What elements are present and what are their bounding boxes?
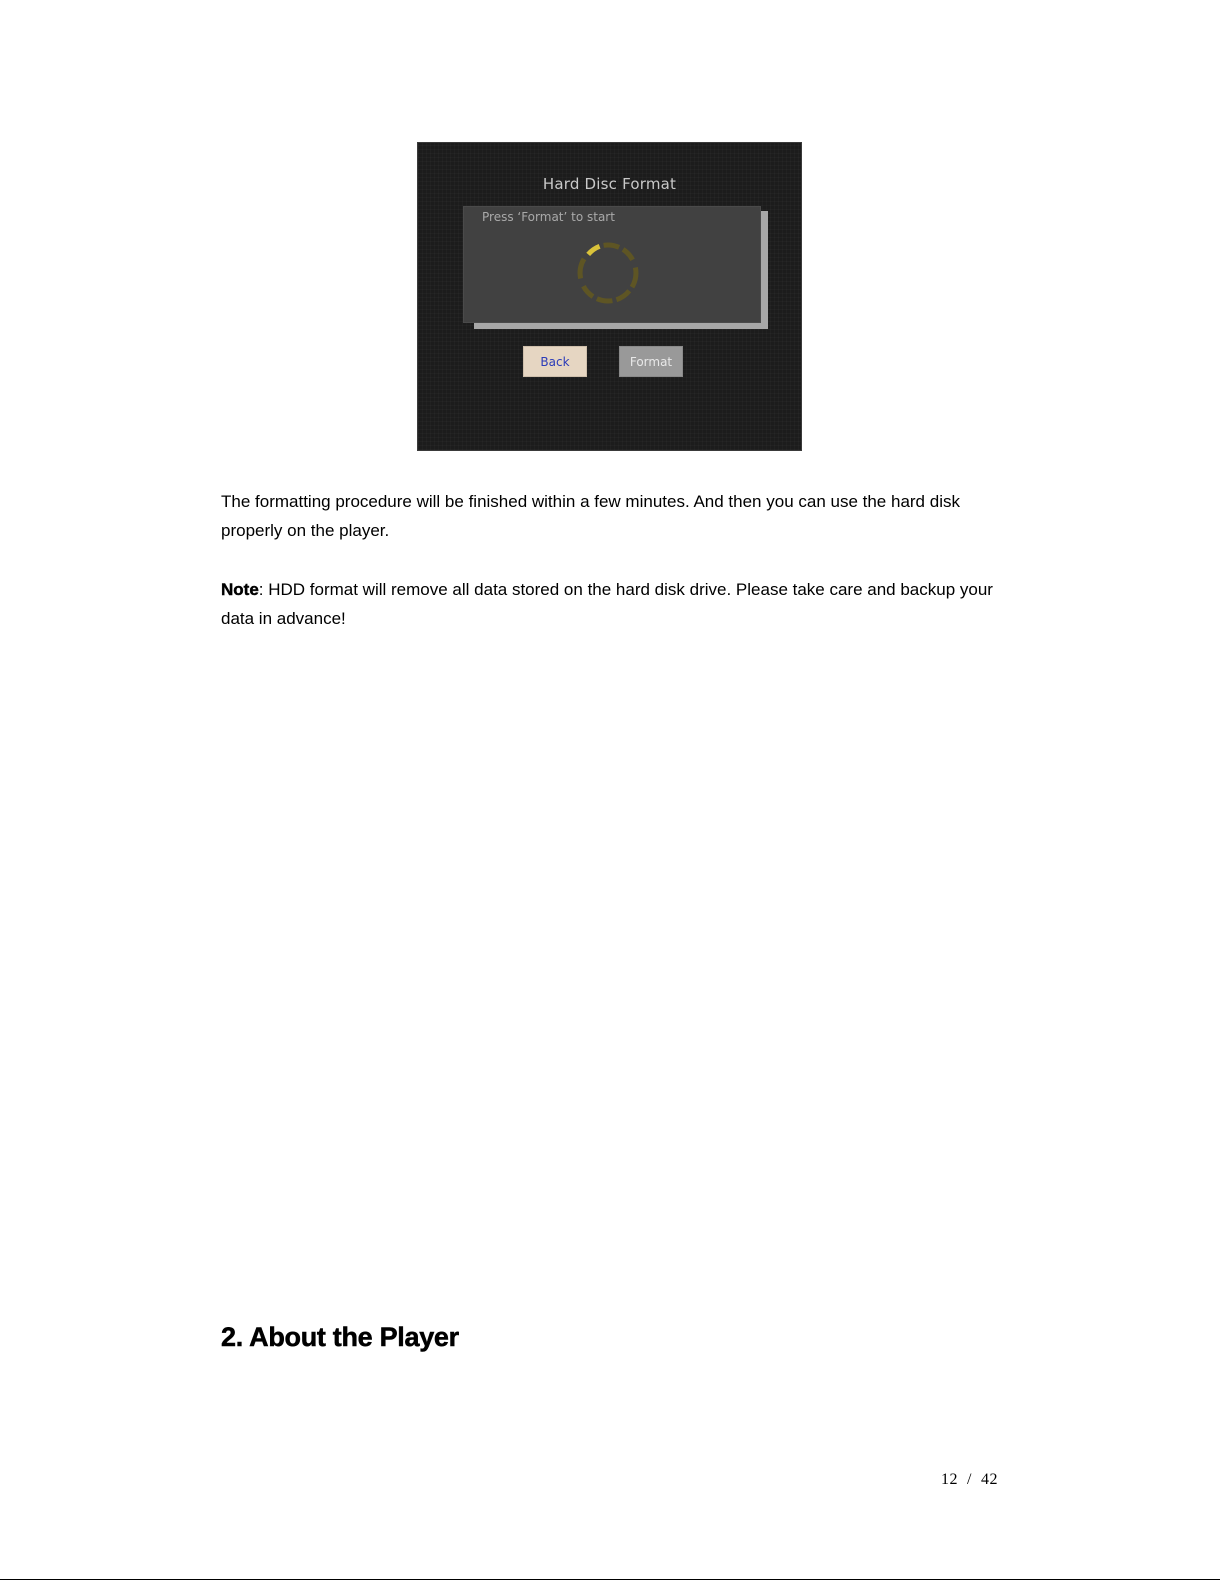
spinner-segment xyxy=(597,299,613,301)
panel-message: Press ‘Format’ to start xyxy=(482,210,615,224)
spinner-segment-active xyxy=(588,246,599,254)
page-bottom-divider xyxy=(0,1579,1220,1580)
hard-disc-format-screenshot xyxy=(417,142,802,451)
format-panel xyxy=(463,206,761,323)
back-button[interactable]: Back xyxy=(523,346,587,377)
note-text: : HDD format will remove all data stored on the hard disk drive. Please take care and backup your data in advance! xyxy=(221,580,993,628)
spinner-segment xyxy=(616,291,629,300)
spinner-segment xyxy=(604,245,620,247)
body-paragraph: The formatting procedure will be finished within a few minutes. And then you can use the hard disk properly on the player. xyxy=(221,492,960,540)
spinner-segment xyxy=(632,268,636,288)
note-label: Note xyxy=(221,580,259,599)
spinner-segment xyxy=(580,259,584,279)
page-number: 12 / 42 xyxy=(941,1471,998,1488)
screen-title: Hard Disc Format xyxy=(542,175,677,193)
loading-spinner-icon xyxy=(568,233,648,313)
spinner-segment xyxy=(623,249,633,259)
format-button[interactable]: Format xyxy=(619,346,683,377)
section-heading: 2. About the Player xyxy=(221,1322,459,1352)
spinner-segment xyxy=(583,286,593,296)
note-paragraph xyxy=(221,575,1011,633)
